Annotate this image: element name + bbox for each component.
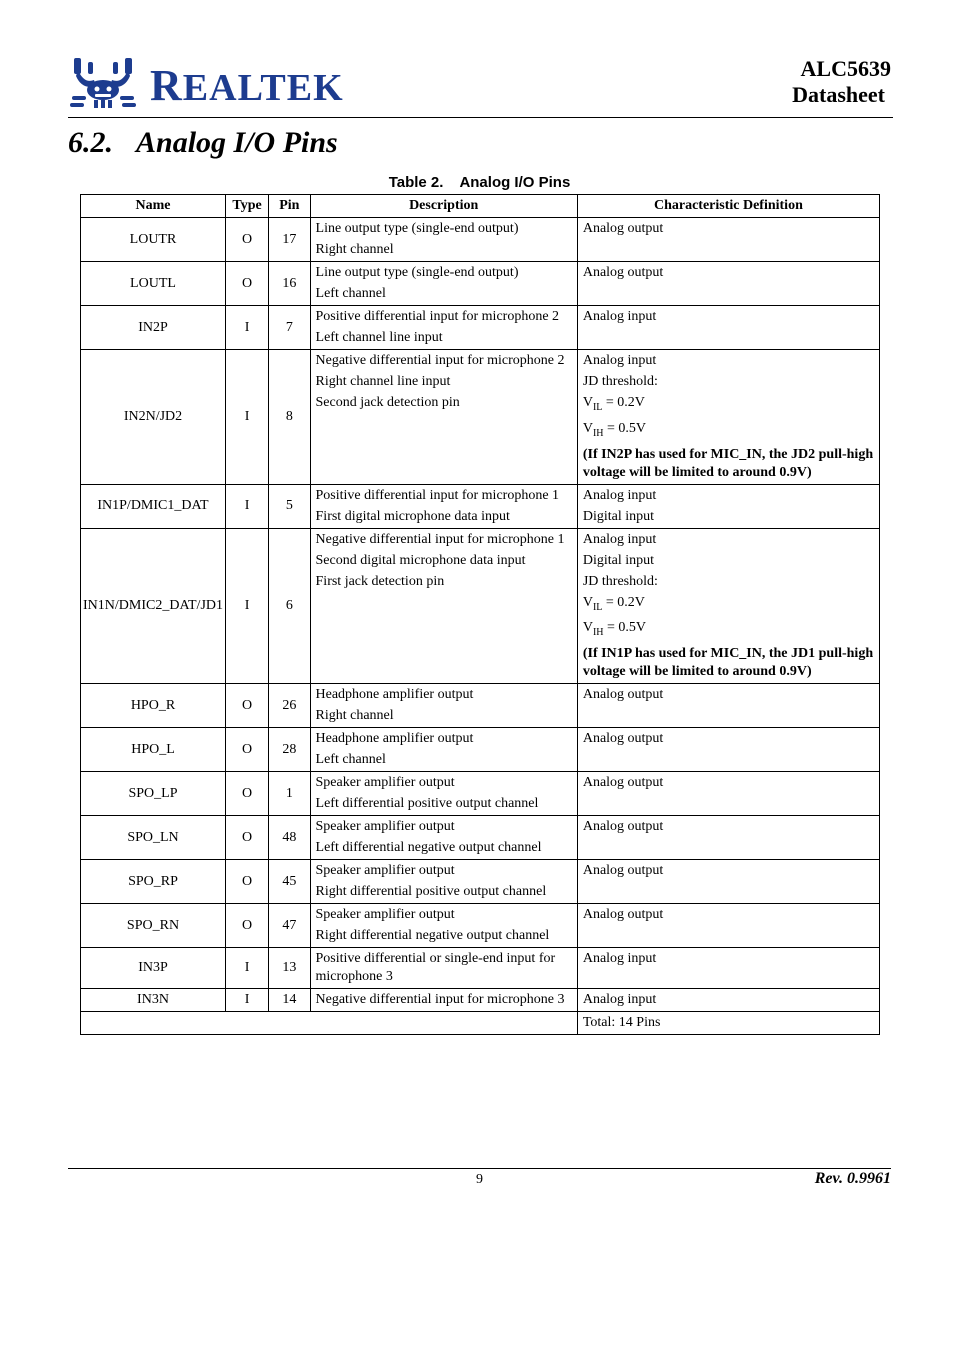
pin-type: I <box>226 528 269 684</box>
description-line: Line output type (single-end output) <box>315 221 519 236</box>
table-row <box>81 350 880 485</box>
description-line: Headphone amplifier output <box>315 731 474 747</box>
pin-characteristic <box>577 772 879 816</box>
description-line: Speaker amplifier output <box>315 907 455 923</box>
table-row <box>81 728 880 772</box>
pin-name: SPO_RP <box>81 860 226 904</box>
pin-number: 16 <box>269 262 310 306</box>
pin-type: I <box>226 306 269 350</box>
characteristic-line: JD threshold: <box>582 573 658 589</box>
document-identifier <box>792 56 891 108</box>
table-row <box>81 684 880 728</box>
pin-type: I <box>226 948 269 989</box>
characteristic-line: Analog output <box>582 731 664 747</box>
brand-wordmark <box>150 60 344 111</box>
description-line: Speaker amplifier output <box>315 863 455 879</box>
pin-description <box>310 904 577 948</box>
pin-name: LOUTR <box>81 218 226 262</box>
pin-description <box>310 948 577 989</box>
footer-divider <box>68 1168 891 1169</box>
pin-characteristic <box>577 684 879 728</box>
characteristic-line: Analog input <box>582 992 657 1008</box>
voltage-subscript: IL <box>592 601 603 613</box>
pin-name: IN2P <box>81 306 226 350</box>
table-header-row <box>81 195 880 218</box>
description-line: Right channel <box>315 242 394 257</box>
pin-name: IN3P <box>81 948 226 989</box>
characteristic-line: Digital input <box>582 508 654 524</box>
pin-type: I <box>226 350 269 485</box>
pin-name: IN2N/JD2 <box>81 350 226 485</box>
table-row <box>81 816 880 860</box>
pin-characteristic <box>577 860 879 904</box>
characteristic-line: Analog output <box>582 863 664 879</box>
characteristic-line: Analog output <box>582 687 664 703</box>
pin-type: O <box>226 728 269 772</box>
description-line: Positive differential or single-end input for microphone 3 <box>315 951 556 985</box>
table-caption <box>0 174 959 191</box>
description-line: Left channel <box>315 286 386 301</box>
pin-number: 6 <box>269 528 310 684</box>
description-line: First jack detection pin <box>315 573 445 589</box>
characteristic-line: Analog output <box>582 819 664 835</box>
pin-characteristic <box>577 904 879 948</box>
column-header-description: Description <box>310 195 577 218</box>
pin-name: HPO_R <box>81 684 226 728</box>
pin-name: IN1N/DMIC2_DAT/JD1 <box>81 528 226 684</box>
pin-name: SPO_RN <box>81 904 226 948</box>
column-header-pin: Pin <box>269 195 310 218</box>
voltage-subscript: IH <box>592 627 604 639</box>
description-line: Speaker amplifier output <box>315 775 455 791</box>
total-row-spacer <box>81 1012 578 1035</box>
description-line: Right differential negative output channel <box>315 928 550 944</box>
pin-number: 28 <box>269 728 310 772</box>
pin-number: 8 <box>269 350 310 485</box>
characteristic-line: Analog output <box>582 775 664 791</box>
table-row <box>81 860 880 904</box>
pin-type: O <box>226 816 269 860</box>
characteristic-line: Analog input <box>582 309 657 324</box>
pin-number: 26 <box>269 684 310 728</box>
pin-number: 47 <box>269 904 310 948</box>
pin-description <box>310 528 577 684</box>
table-row <box>81 948 880 989</box>
characteristic-line: Analog input <box>582 951 657 967</box>
pin-characteristic <box>577 350 879 485</box>
table-row <box>81 772 880 816</box>
pin-type: O <box>226 262 269 306</box>
pin-description <box>310 816 577 860</box>
characteristic-line: Analog input <box>582 487 657 503</box>
pin-characteristic <box>577 262 879 306</box>
table-row <box>81 262 880 306</box>
pin-type: O <box>226 772 269 816</box>
description-line: Left differential negative output channel <box>315 840 542 856</box>
voltage-threshold: $V_{IL} = 0.2V$ <box>582 594 645 613</box>
pin-description <box>310 218 577 262</box>
voltage-threshold: $V_{IH} = 0.5V$ <box>582 420 647 439</box>
pin-number: 1 <box>269 772 310 816</box>
pin-description <box>310 728 577 772</box>
realtek-logo <box>70 56 344 110</box>
description-line: Second jack detection pin <box>315 395 460 410</box>
header-divider <box>68 117 893 118</box>
pin-name: SPO_LP <box>81 772 226 816</box>
pin-number: 5 <box>269 484 310 528</box>
pin-name: SPO_LN <box>81 816 226 860</box>
pin-characteristic <box>577 306 879 350</box>
pin-type: O <box>226 218 269 262</box>
characteristic-line: Analog input <box>582 531 657 547</box>
table-row <box>81 484 880 528</box>
table-caption-title: Analog I/O Pins <box>459 174 571 191</box>
characteristic-line: Digital input <box>582 552 654 568</box>
table-body <box>81 218 880 1012</box>
table-row <box>81 904 880 948</box>
description-line: Negative differential input for microphone 3 <box>315 992 565 1008</box>
realtek-crab-logo-icon <box>70 56 136 110</box>
table-row <box>81 528 880 684</box>
description-line: Positive differential input for microphone 2 <box>315 309 560 324</box>
voltage-threshold: $V_{IL} = 0.2V$ <box>582 395 645 413</box>
brand-initial: R <box>150 61 183 110</box>
pin-number: 13 <box>269 948 310 989</box>
page-number: 9 <box>476 1172 483 1187</box>
description-line: First digital microphone data input <box>315 508 510 524</box>
voltage-threshold: $V_{IH} = 0.5V$ <box>582 620 647 639</box>
pin-number: 14 <box>269 989 310 1012</box>
voltage-subscript: IL <box>592 401 603 413</box>
pin-number: 45 <box>269 860 310 904</box>
characteristic-line: Analog input <box>582 353 657 368</box>
pin-description <box>310 684 577 728</box>
characteristic-line: JD threshold: <box>582 374 658 389</box>
pin-description <box>310 306 577 350</box>
pin-type: O <box>226 904 269 948</box>
pin-name: LOUTL <box>81 262 226 306</box>
description-line: Speaker amplifier output <box>315 819 455 835</box>
description-line: Line output type (single-end output) <box>315 265 519 280</box>
pin-characteristic <box>577 484 879 528</box>
characteristic-line: Analog output <box>582 907 664 923</box>
doc-type: Datasheet <box>792 82 885 107</box>
pin-description <box>310 860 577 904</box>
pin-type: O <box>226 684 269 728</box>
pin-characteristic <box>577 528 879 684</box>
pin-name: HPO_L <box>81 728 226 772</box>
table-caption-label: Table 2. <box>388 174 444 191</box>
pin-name: IN3N <box>81 989 226 1012</box>
table-row <box>81 218 880 262</box>
table-row <box>81 306 880 350</box>
description-line: Right channel line input <box>315 374 451 389</box>
table-total-row <box>81 1012 880 1035</box>
pin-description <box>310 772 577 816</box>
description-line: Right differential positive output channel <box>315 884 547 900</box>
pin-characteristic <box>577 728 879 772</box>
pin-characteristic <box>577 948 879 989</box>
pin-type: I <box>226 484 269 528</box>
pin-description <box>310 350 577 485</box>
description-line: Negative differential input for microphone 1 <box>315 531 565 547</box>
description-line: Negative differential input for microphone 2 <box>315 353 565 368</box>
pin-description <box>310 262 577 306</box>
total-pins: Total: 14 Pins <box>577 1012 879 1035</box>
pin-characteristic <box>577 218 879 262</box>
pin-type: O <box>226 860 269 904</box>
description-line: Left channel <box>315 752 386 768</box>
characteristic-note: (If IN1P has used for MIC_IN, the JD1 pull-high voltage will be limited to around 0.9V) <box>582 646 874 680</box>
description-line: Positive differential input for microphone 1 <box>315 487 560 503</box>
pin-number: 17 <box>269 218 310 262</box>
revision: Rev. 0.9961 <box>814 1170 891 1187</box>
section-number: 6.2. <box>68 126 113 159</box>
pin-type: I <box>226 989 269 1012</box>
voltage-subscript: IH <box>592 427 604 439</box>
characteristic-line: Analog output <box>582 265 664 280</box>
description-line: Headphone amplifier output <box>315 687 474 703</box>
pin-number: 48 <box>269 816 310 860</box>
brand-rest: EALTEK <box>182 67 344 109</box>
column-header-characteristic: Characteristic Definition <box>577 195 879 218</box>
pin-number: 7 <box>269 306 310 350</box>
pin-characteristic <box>577 816 879 860</box>
description-line: Right channel <box>315 708 394 724</box>
analog-io-pins-table <box>80 194 880 1035</box>
doc-number: ALC5639 <box>800 56 891 81</box>
pin-description <box>310 484 577 528</box>
characteristic-note: (If IN2P has used for MIC_IN, the JD2 pull-high voltage will be limited to around 0.9V) <box>582 446 874 480</box>
description-line: Second digital microphone data input <box>315 552 526 568</box>
pin-name: IN1P/DMIC1_DAT <box>81 484 226 528</box>
description-line: Left channel line input <box>315 330 443 345</box>
section-title <box>68 126 338 160</box>
pin-description <box>310 989 577 1012</box>
column-header-name: Name <box>81 195 226 218</box>
pin-characteristic <box>577 989 879 1012</box>
characteristic-line: Analog output <box>582 221 664 236</box>
section-heading: Analog I/O Pins <box>136 126 338 159</box>
description-line: Left differential positive output channel <box>315 796 539 812</box>
table-row <box>81 989 880 1012</box>
column-header-type: Type <box>226 195 269 218</box>
